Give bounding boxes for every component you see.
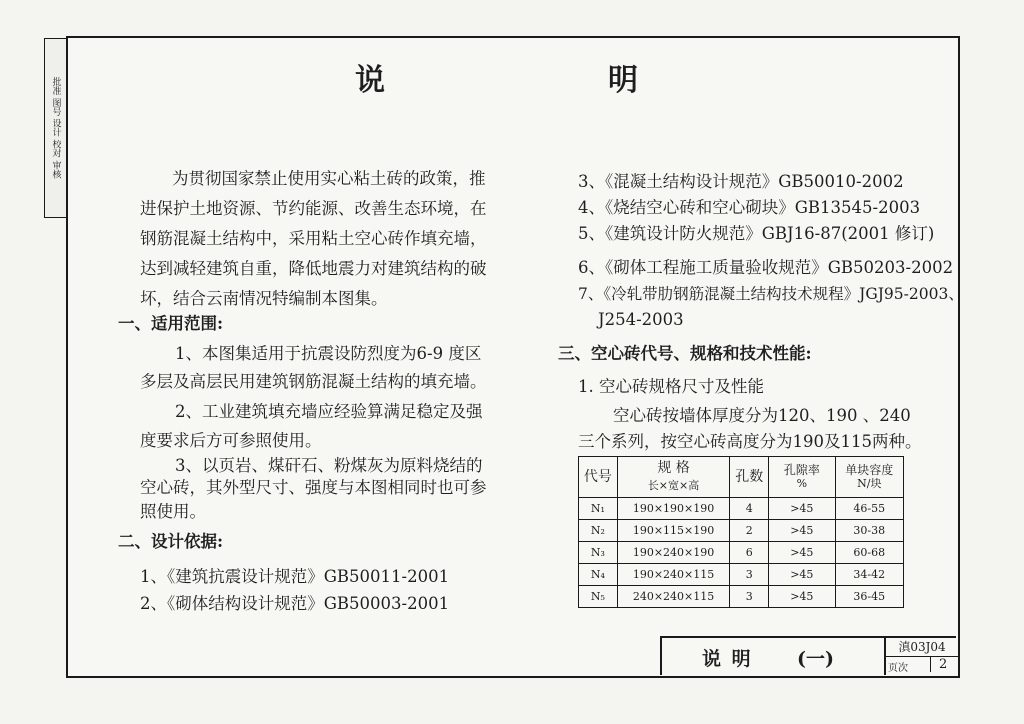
cell-code: N₃: [579, 542, 618, 564]
section1-line: 多层及高层民用建筑钢筋混凝土结构的填充墙。: [140, 372, 487, 391]
col-header-weight: [835, 457, 903, 498]
section1-line: 空心砖，其外型尺寸、强度与本图相同时也可参: [140, 478, 487, 497]
cell-code: N₄: [579, 564, 618, 586]
section3-line: 三个系列，按空心砖高度分为190及115两种。: [578, 432, 922, 451]
cell-size: 190×190×190: [617, 498, 730, 520]
page-title-left: 说: [355, 63, 387, 98]
col-header-weight-unit: N/块: [857, 477, 882, 490]
reference-item: 2、《砌体结构设计规范》GB50003-2001: [140, 594, 450, 613]
col-header-size-unit: 长×宽×高: [647, 479, 700, 492]
section1-heading: 一、适用范围:: [118, 314, 224, 333]
table-row: [579, 586, 904, 608]
cell-holes: 6: [730, 542, 769, 564]
table-row: [579, 498, 904, 520]
intro-line: 坏，结合云南情况特编制本图集。: [140, 289, 388, 308]
section1-line: 度要求后方可参照使用。: [140, 431, 322, 450]
cell-porosity: >45: [769, 520, 836, 542]
col-header-porosity: [769, 457, 836, 498]
atlas-code: 滇03J04: [886, 638, 958, 657]
table-row: [579, 542, 904, 564]
cell-holes: 2: [730, 520, 769, 542]
intro-line: 达到减轻建筑自重，降低地震力对建筑结构的破: [140, 259, 487, 278]
page-title-right: 明: [608, 63, 640, 98]
section2-heading: 二、设计依据:: [118, 532, 224, 551]
col-header-holes: 孔数: [730, 457, 769, 498]
cell-weight: 30-38: [835, 520, 903, 542]
section1-line: 3、以页岩、煤矸石、粉煤灰为原料烧结的: [175, 456, 483, 475]
side-stamp: 批准 图号 设计 校对 审核: [44, 38, 68, 218]
page-number: 2: [930, 657, 947, 672]
reference-item: 1、《建筑抗震设计规范》GB50011-2001: [140, 567, 450, 586]
reference-item: 4、《烧结空心砖和空心砌块》GB13545-2003: [578, 198, 921, 217]
cell-size: 240×240×115: [617, 586, 730, 608]
section1-line: 照使用。: [140, 502, 206, 521]
reference-item: J254-2003: [598, 310, 684, 329]
cell-holes: 4: [730, 498, 769, 520]
cell-weight: 60-68: [835, 542, 903, 564]
table-header-row: [579, 457, 904, 498]
intro-line: 进保护土地资源、节约能源、改善生态环境，在: [140, 199, 487, 218]
brick-spec-table: [578, 456, 904, 608]
reference-item: 7、《冷轧带肋钢筋混凝土结构技术规程》JGJ95-2003、: [578, 285, 964, 303]
cell-code: N₂: [579, 520, 618, 542]
col-header-porosity-unit: %: [796, 477, 808, 490]
cell-weight: 34-42: [835, 564, 903, 586]
cell-code: N₅: [579, 586, 618, 608]
cell-size: 190×240×190: [617, 542, 730, 564]
reference-item: 3、《混凝土结构设计规范》GB50010-2002: [578, 172, 904, 191]
cell-porosity: >45: [769, 564, 836, 586]
title-block-suffix: (一): [797, 648, 834, 670]
title-block-codes: [884, 638, 958, 675]
page-label: 页次: [888, 663, 908, 674]
col-header-size-label: 规 格: [657, 460, 690, 476]
col-header-weight-label: 单块容度: [845, 463, 894, 477]
section3-subheading: 1. 空心砖规格尺寸及性能: [578, 377, 764, 396]
col-header-size: [617, 457, 730, 498]
col-header-code: 代号: [579, 457, 618, 498]
section1-line: 1、本图集适用于抗震设防烈度为6-9 度区: [175, 344, 482, 363]
cell-holes: 3: [730, 586, 769, 608]
reference-item: 6、《砌体工程施工质量验收规范》GB50203-2002: [578, 258, 954, 277]
section3-heading: 三、空心砖代号、规格和技术性能:: [558, 344, 812, 363]
cell-porosity: >45: [769, 542, 836, 564]
cell-code: N₁: [579, 498, 618, 520]
cell-porosity: >45: [769, 586, 836, 608]
table-row: [579, 520, 904, 542]
cell-holes: 3: [730, 564, 769, 586]
title-block: [660, 636, 956, 675]
table-row: [579, 564, 904, 586]
cell-porosity: >45: [769, 498, 836, 520]
section1-line: 2、工业建筑填充墙应经验算满足稳定及强: [175, 402, 483, 421]
cell-weight: 46-55: [835, 498, 903, 520]
cell-size: 190×240×115: [617, 564, 730, 586]
intro-line: 为贯彻国家禁止使用实心粘土砖的政策，推: [172, 169, 486, 188]
reference-item: 5、《建筑设计防火规范》GBJ16-87(2001 修订): [578, 224, 935, 243]
section3-line: 空心砖按墙体厚度分为120、190 、240: [613, 406, 911, 425]
cell-size: 190×115×190: [617, 520, 730, 542]
col-header-porosity-label: 孔隙率: [783, 463, 820, 477]
intro-line: 钢筋混凝土结构中，采用粘土空心砖作填充墙，: [140, 229, 487, 248]
cell-weight: 36-45: [835, 586, 903, 608]
title-block-name: 说 明: [702, 648, 753, 670]
